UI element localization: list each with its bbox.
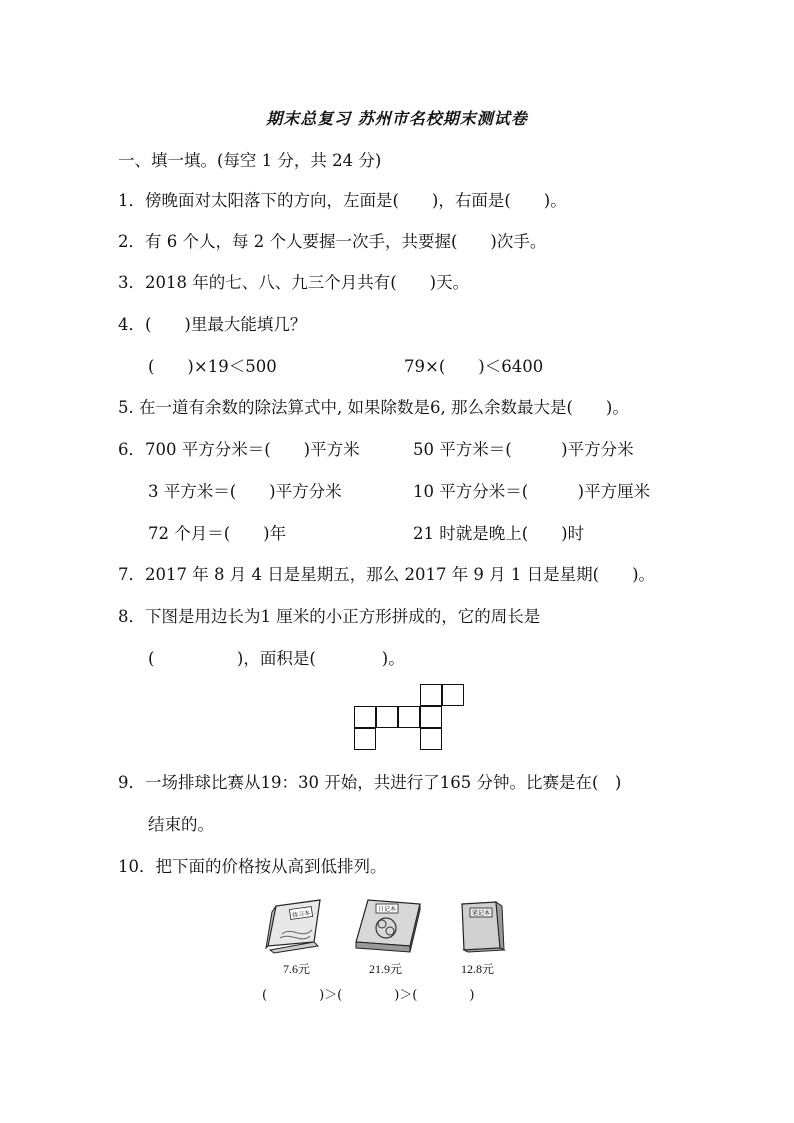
book-label: 日记本: [377, 906, 397, 913]
price-order-answer: ( )＞( )＞( ): [262, 988, 475, 1003]
question-10: 10．把下面的价格按从高到低排列。: [118, 857, 387, 876]
square-cell: [354, 728, 376, 750]
question-6-part-c: 3 平方米＝( )平方分米: [148, 482, 342, 501]
question-9: 9．一场排球比赛从19：30 开始，共进行了165 分钟。比赛是在( ): [118, 773, 622, 792]
price-label: 12.8元: [461, 962, 495, 976]
question-6-part-f: 21 时就是晚上( )时: [413, 524, 585, 543]
square-cell: [420, 684, 442, 706]
question-7: 7．2017 年 8 月 4 日是星期五，那么 2017 年 9 月 1 日是星期( )。: [118, 565, 656, 584]
square-cell: [398, 706, 420, 728]
price-label: 21.9元: [369, 962, 403, 976]
square-cell: [420, 728, 442, 750]
square-cell: [420, 706, 442, 728]
square-cell: [376, 706, 398, 728]
square-cell: [442, 684, 464, 706]
book-label: 练习本: [291, 909, 311, 920]
question-8: 8．下图是用边长为1 厘米的小正方形拼成的，它的周长是: [118, 607, 541, 626]
page-title: 期末总复习 苏州市名校期末测试卷: [266, 109, 528, 128]
question-6-part-a: 6．700 平方分米＝( )平方米: [118, 440, 360, 459]
question-6-part-b: 50 平方米＝( )平方分米: [413, 440, 634, 459]
question-8-answers: ( )，面积是( )。: [148, 649, 405, 668]
question-4: 4．( )里最大能填几？: [118, 315, 307, 334]
notebook-icon: [456, 898, 506, 954]
price-label: 7.6元: [283, 962, 311, 976]
question-3: 3．2018 年的七、八、九三个月共有( )天。: [118, 273, 470, 292]
square-figure: [354, 684, 466, 752]
question-9-continued: 结束的。: [148, 815, 214, 834]
book-label: 笔记本: [471, 910, 491, 917]
square-cell: [354, 706, 376, 728]
question-2: 2．有 6 个人，每 2 个人要握一次手，共要握( )次手。: [118, 232, 547, 251]
exercise-book-icon: [262, 896, 332, 954]
section-heading: 一、填一填。(每空 1 分，共 24 分): [118, 151, 382, 170]
question-4-part-b: 79×( )＜6400: [404, 357, 544, 376]
diary-book-icon: [350, 896, 426, 954]
question-6-part-d: 10 平方分米＝( )平方厘米: [413, 482, 651, 501]
question-1: 1．傍晚面对太阳落下的方向，左面是( )，右面是( )。: [118, 191, 567, 210]
question-5: 5. 在一道有余数的除法算式中, 如果除数是6, 那么余数最大是( )。: [118, 398, 629, 417]
question-4-part-a: ( )×19＜500: [148, 357, 277, 376]
question-6-part-e: 72 个月＝( )年: [148, 524, 287, 543]
